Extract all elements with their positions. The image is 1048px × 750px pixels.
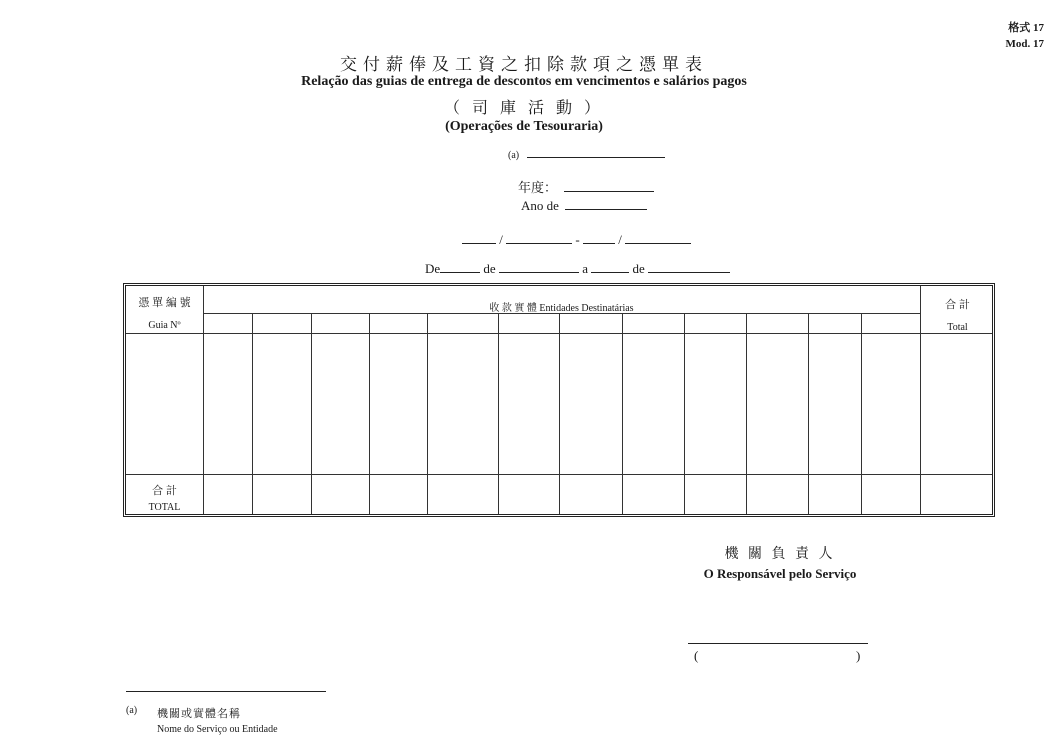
signature-paren-open: (: [694, 648, 699, 663]
period-de-2: de: [483, 261, 496, 276]
date-slash-1: /: [499, 232, 503, 247]
period-de: De: [425, 261, 441, 276]
date-end-day[interactable]: [583, 232, 615, 244]
row-total-pt: TOTAL: [148, 502, 181, 513]
footnote-pt: Nome do Serviço ou Entidade: [157, 724, 278, 735]
a-marker: (a): [508, 150, 520, 161]
footnote-zh: 機關或實體名稱: [157, 708, 241, 720]
title-zh: 交付薪俸及工資之扣除款項之憑單表: [340, 55, 708, 74]
col-total-pt: Total: [947, 322, 968, 333]
title-pt: Relação das guias de entrega de descontos em vencimentos e salários pagos: [301, 74, 747, 89]
entity-field: [508, 145, 665, 163]
guias-table: [123, 283, 995, 517]
year-label-pt: Ano de: [521, 198, 559, 213]
col-total-zh: 合 計: [945, 299, 970, 311]
period-de-3: de: [632, 261, 645, 276]
footnote-rule: [126, 691, 326, 692]
period-a: a: [582, 261, 588, 276]
date-end-month[interactable]: [625, 232, 691, 244]
period-field: [425, 261, 730, 277]
year-line-pt[interactable]: [565, 198, 647, 210]
date-start-day[interactable]: [462, 232, 496, 244]
date-range-numeric: [462, 232, 691, 248]
signature-zh: 機 關 負 責 人: [724, 547, 836, 562]
period-day-start[interactable]: [440, 261, 480, 273]
col-guia-pt: Guia Nº: [148, 320, 181, 331]
form-code-pt: Mod. 17: [1005, 38, 1044, 50]
signature-line[interactable]: [688, 643, 868, 644]
col-guia-zh: 憑 單 編 號: [138, 297, 191, 309]
form-code-zh: 格式 17: [1008, 22, 1044, 34]
subtitle-zh: （ 司 庫 活 動 ）: [443, 100, 604, 117]
period-month-start[interactable]: [499, 261, 579, 273]
signature-paren-close: ): [856, 648, 861, 663]
date-start-month[interactable]: [506, 232, 572, 244]
footnote-marker: (a): [126, 705, 138, 716]
row-total-zh: 合 計: [152, 485, 177, 497]
year-line-zh[interactable]: [564, 180, 654, 192]
period-month-end[interactable]: [648, 261, 730, 273]
entity-name-line[interactable]: [527, 146, 665, 158]
period-day-end[interactable]: [591, 261, 629, 273]
date-slash-2: /: [618, 232, 622, 247]
col-entities-header: 收 款 實 體 Entidades Destinatárias: [489, 303, 634, 314]
subtitle-pt: (Operações de Tesouraria): [445, 119, 603, 134]
year-label-zh: 年度：: [518, 180, 558, 195]
signature-pt: O Responsável pelo Serviço: [703, 566, 857, 581]
year-field-zh: [518, 177, 654, 196]
year-field-pt: [521, 198, 647, 214]
form-code: [1006, 20, 1045, 52]
date-dash: -: [575, 232, 580, 247]
